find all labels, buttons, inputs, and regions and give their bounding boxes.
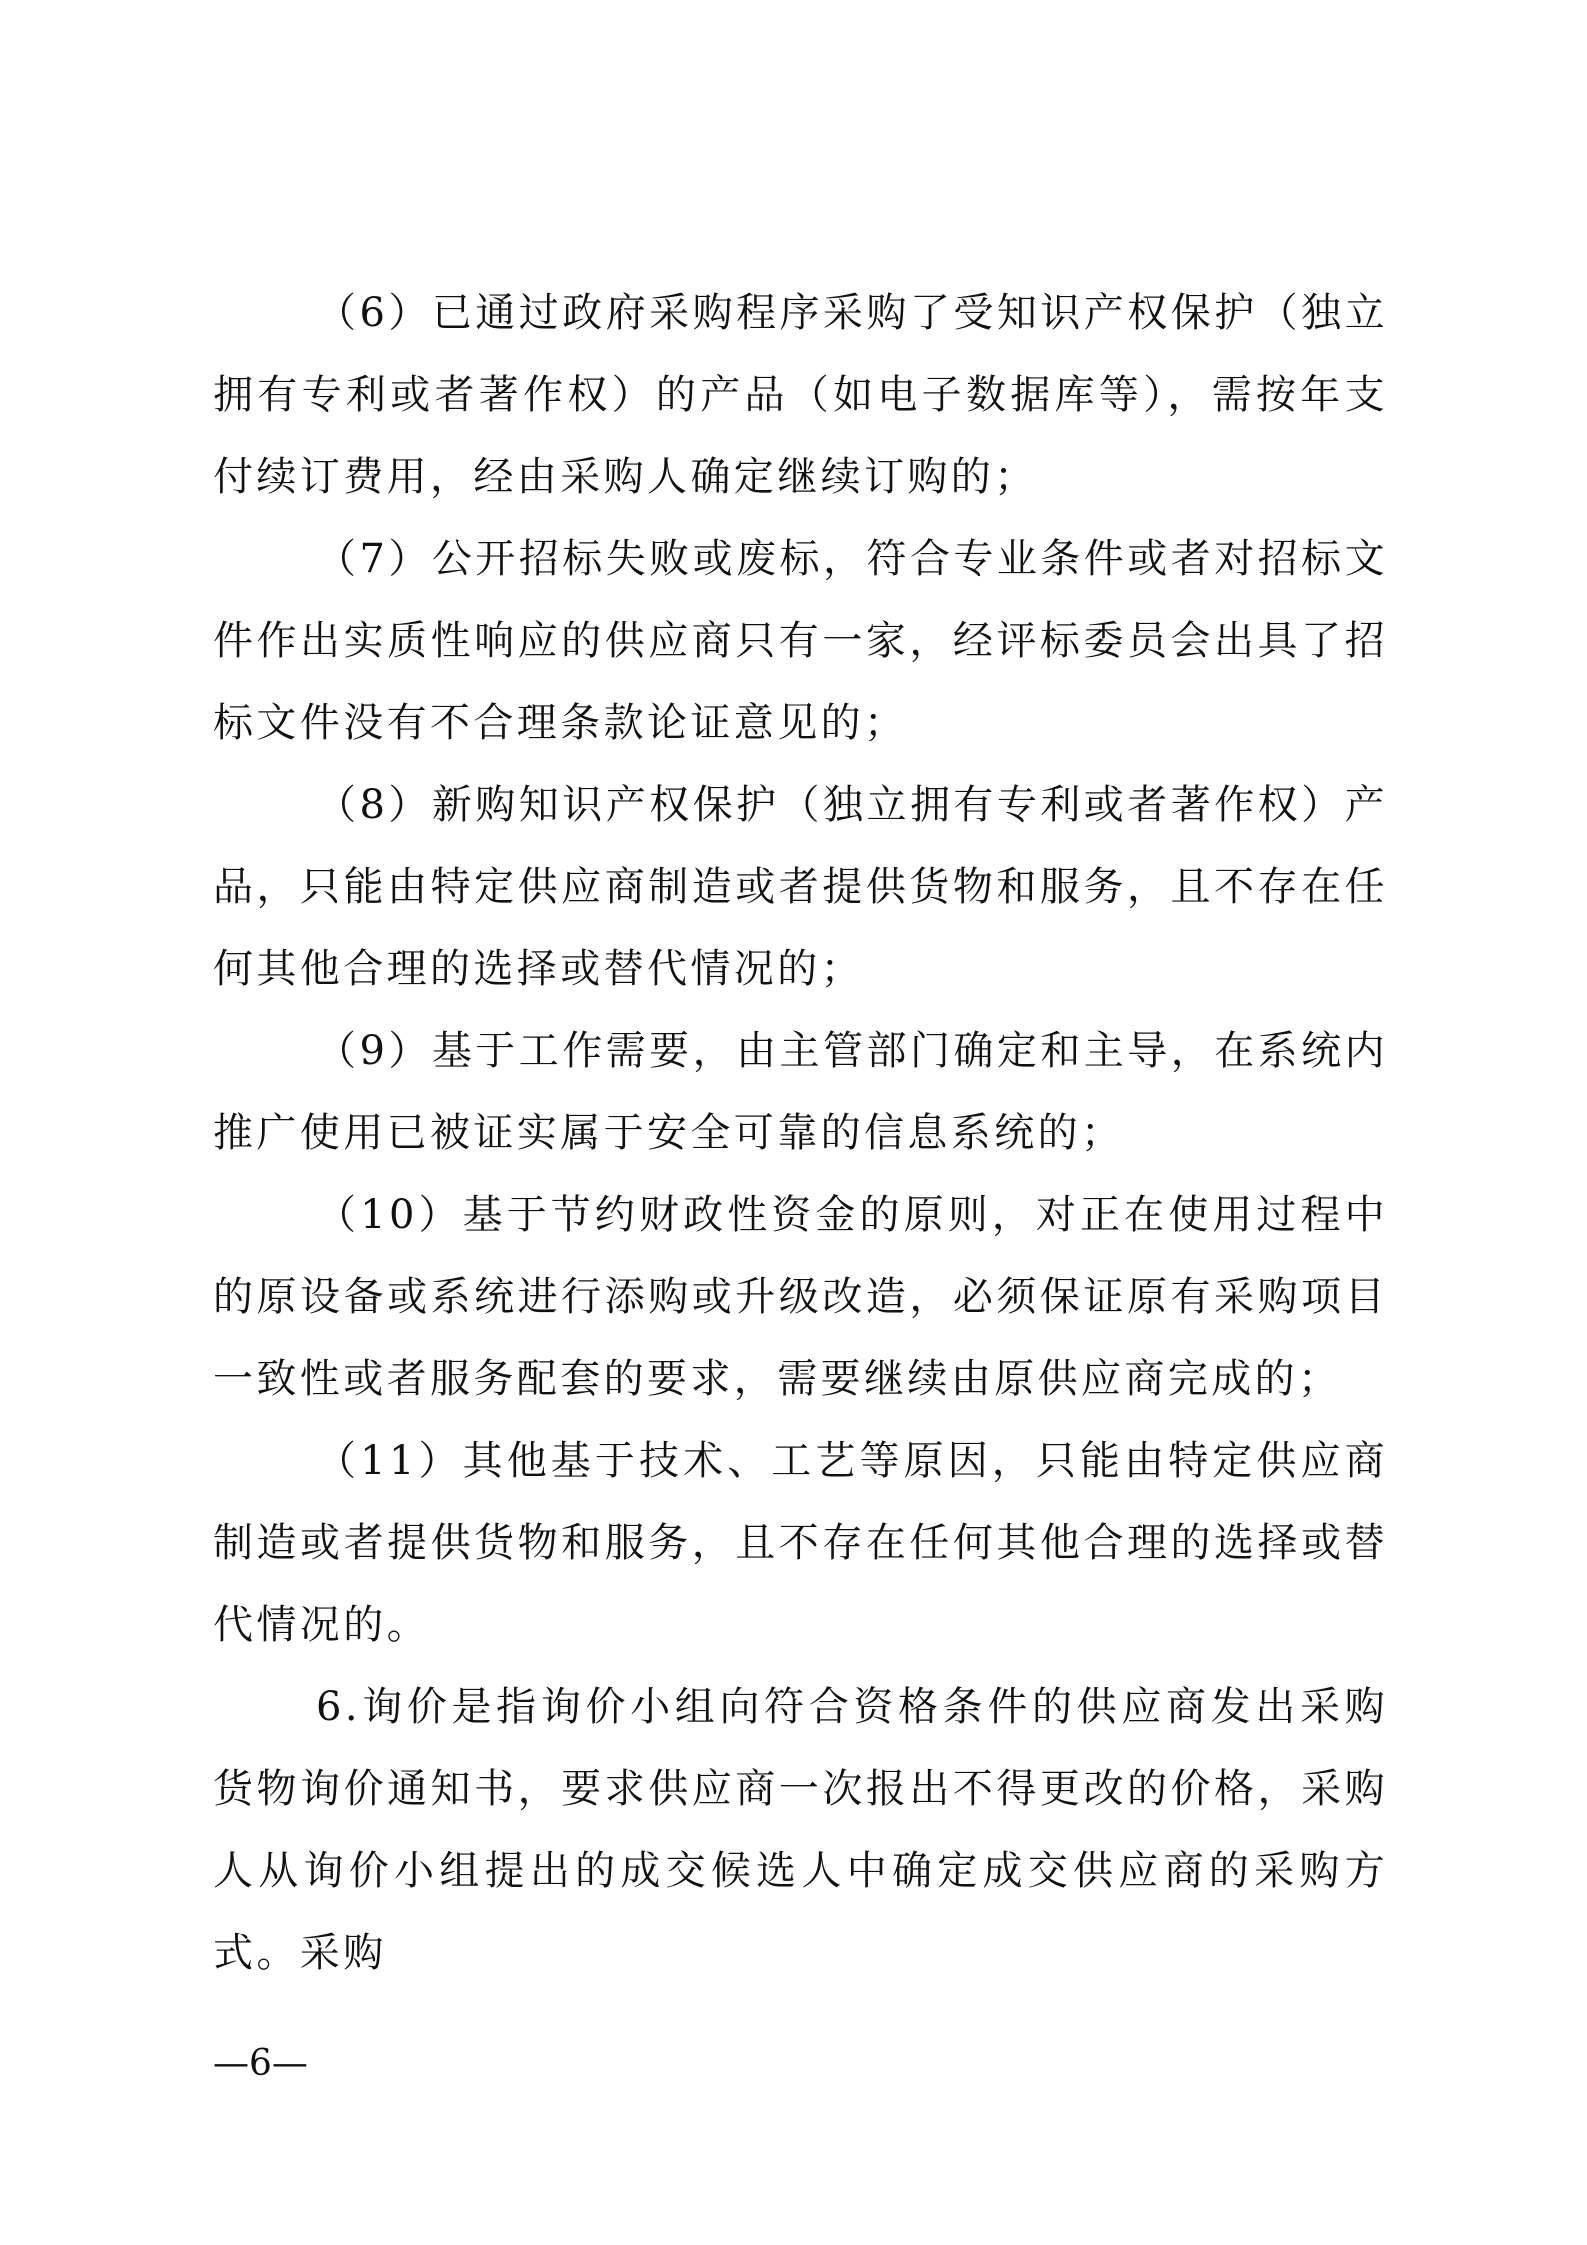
- paragraph-item-9: （9）基于工作需要，由主管部门确定和主导，在系统内推广使用已被证实属于安全可靠的信息系统的；: [213, 1028, 1388, 1156]
- paragraph-item-8: （8）新购知识产权保护（独立拥有专利或者著作权）产品，只能由特定供应商制造或者提供货物和服务，且不存在任何其他合理的选择或替代情况的；: [213, 782, 1388, 992]
- paragraph-item-6: （6）已通过政府采购程序采购了受知识产权保护（独立拥有专利或者著作权）的产品（如电子数据库等），需按年支付续订费用，经由采购人确定继续订购的；: [213, 290, 1388, 500]
- paragraph-item-11: （11）其他基于技术、工艺等原因，只能由特定供应商制造或者提供货物和服务，且不存在任何其他合理的选择或替代情况的。: [213, 1438, 1388, 1648]
- paragraph-item-7: （7）公开招标失败或废标，符合专业条件或者对招标文件作出实质性响应的供应商只有一家，经评标委员会出具了招标文件没有不合理条款论证意见的；: [213, 536, 1388, 746]
- body-text: [213, 272, 1388, 1994]
- page-number: —6—: [213, 2043, 308, 2084]
- paragraph-item-10: （10）基于节约财政性资金的原则，对正在使用过程中的原设备或系统进行添购或升级改造，必须保证原有采购项目一致性或者服务配套的要求，需要继续由原供应商完成的；: [213, 1192, 1388, 1402]
- paragraph-inquiry-definition: 6.询价是指询价小组向符合资格条件的供应商发出采购货物询价通知书，要求供应商一次报出不得更改的价格，采购人从询价小组提出的成交候选人中确定成交供应商的采购方式。采购: [213, 1684, 1388, 1976]
